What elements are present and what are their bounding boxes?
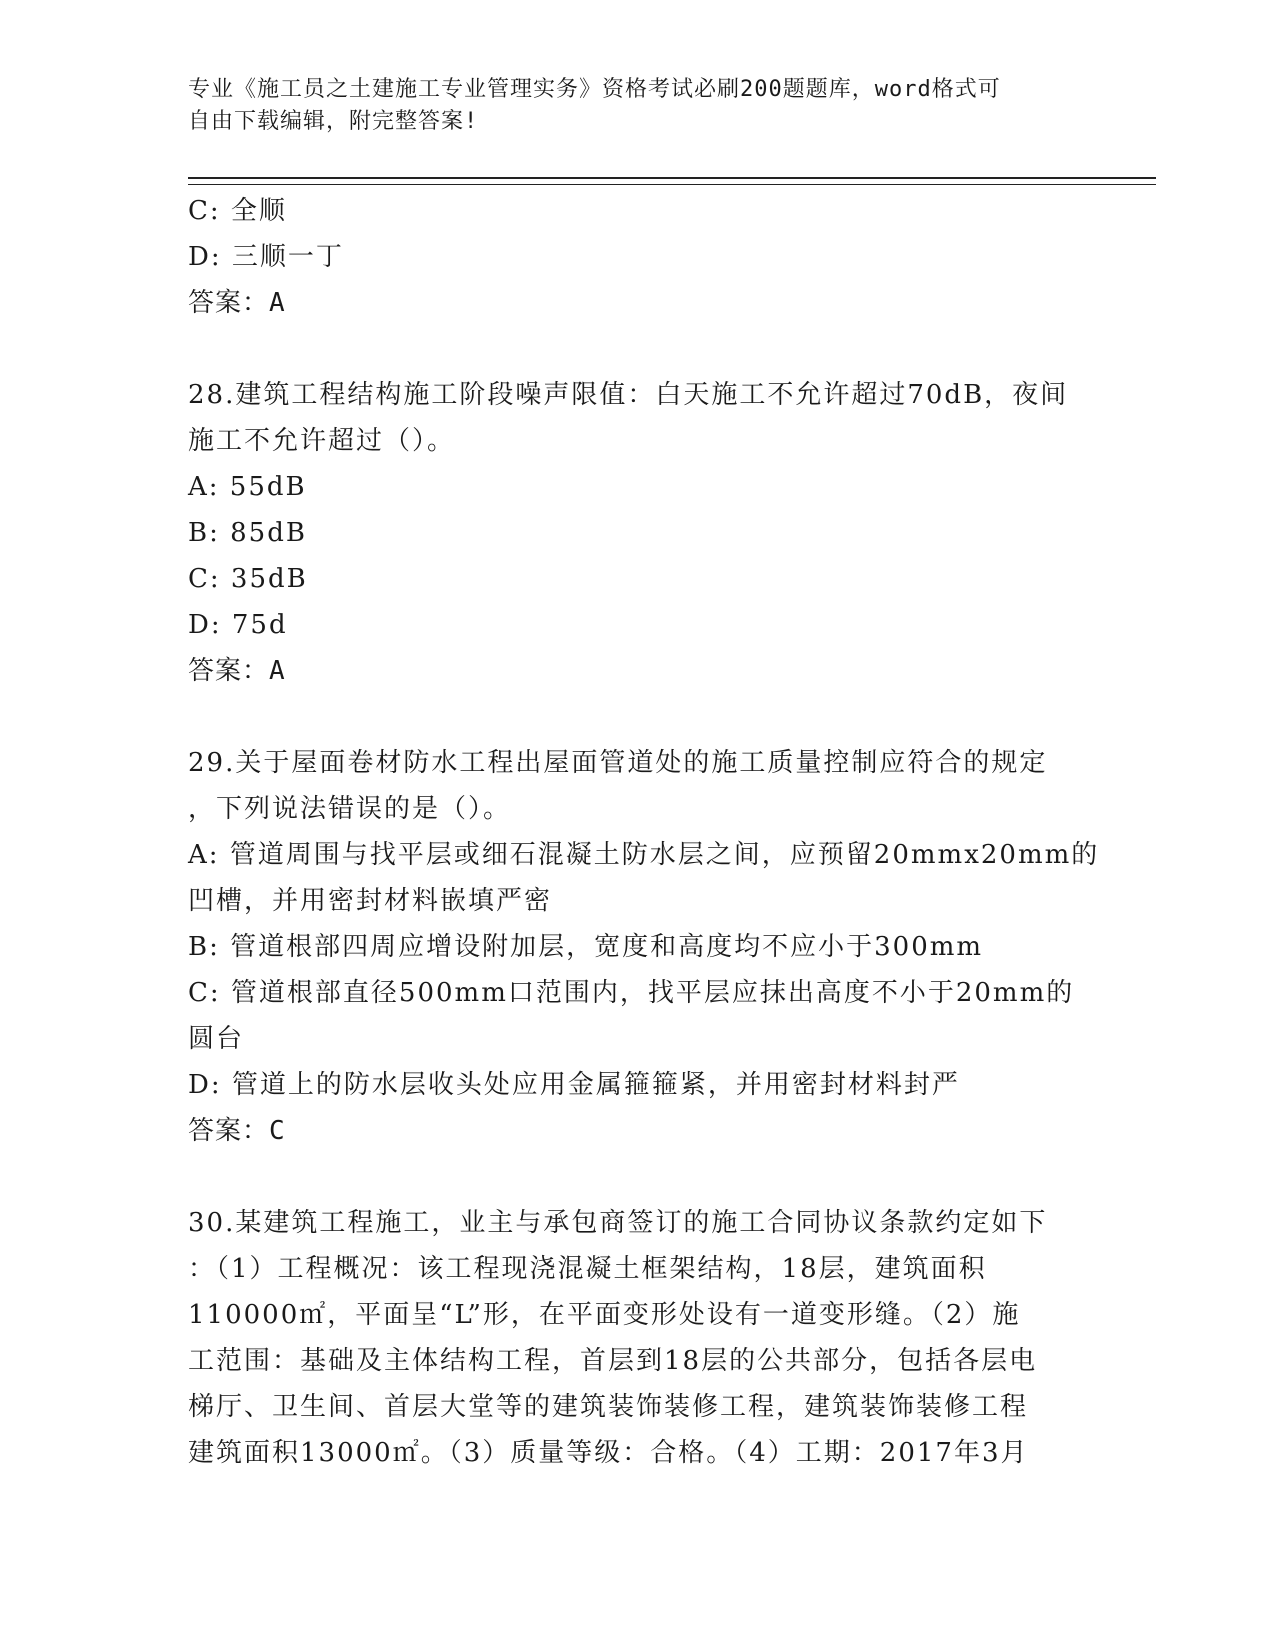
- spacer: [188, 694, 1088, 740]
- answer-label: 答案：: [188, 288, 270, 318]
- question-text-line: ：（1）工程概况：该工程现浇混凝土框架结构，18层，建筑面积: [188, 1254, 987, 1284]
- spacer: [188, 1154, 1088, 1200]
- answer-label: 答案：: [188, 656, 270, 686]
- option-a: A: 55dB: [188, 472, 307, 502]
- answer-value: C: [269, 1116, 286, 1146]
- question-text-line: 建筑面积13000㎡。（3）质量等级：合格。（4）工期：2017年3月: [188, 1438, 1029, 1468]
- option-b: B: 85dB: [188, 518, 307, 548]
- option-c-continued: 圆台: [188, 1024, 245, 1054]
- answer-value: A: [269, 656, 286, 686]
- question-27-tail: [188, 188, 1088, 326]
- answer-line: [188, 280, 1088, 326]
- question-text-line: 29.关于屋面卷材防水工程出屋面管道处的施工质量控制应符合的规定: [188, 748, 1048, 778]
- option-c: C: 35dB: [188, 564, 308, 594]
- option-a: A: 管道周围与找平层或细石混凝土防水层之间，应预留20mmx20mm的: [188, 840, 1100, 870]
- question-text-line: 施工不允许超过（）。: [188, 426, 456, 456]
- question-text-line: 梯厅、卫生间、首层大堂等的建筑装饰装修工程，建筑装饰装修工程: [188, 1392, 1029, 1422]
- question-28: [188, 372, 1088, 694]
- document-body: [188, 188, 1100, 1476]
- answer-line: [188, 648, 1088, 694]
- option-c: C: 全顺: [188, 196, 287, 226]
- question-text-line: 28.建筑工程结构施工阶段噪声限值：白天施工不允许超过70dB，夜间: [188, 380, 1069, 410]
- header-line-1: 专业《施工员之土建施工专业管理实务》资格考试必刷200题题库，word格式可: [188, 77, 1001, 102]
- header-divider: [188, 177, 1156, 185]
- option-c: C: 管道根部直径500mm口范围内，找平层应抹出高度不小于20mm的: [188, 978, 1075, 1008]
- question-text-line: 30.某建筑工程施工，业主与承包商签订的施工合同协议条款约定如下: [188, 1208, 1048, 1238]
- question-text-line: ，下列说法错误的是（）。: [188, 794, 512, 824]
- option-a-continued: 凹槽，并用密封材料嵌填严密: [188, 886, 553, 916]
- option-d: D: 75d: [188, 610, 288, 640]
- question-text-line: 工范围：基础及主体结构工程，首层到18层的公共部分，包括各层电: [188, 1346, 1038, 1376]
- answer-label: 答案：: [188, 1116, 270, 1146]
- question-29: [188, 740, 1100, 1154]
- question-text-line: 110000㎡，平面呈“L”形，在平面变形处设有一道变形缝。（2）施: [188, 1300, 1021, 1330]
- question-30: [188, 1200, 1088, 1476]
- option-d: D: 三顺一丁: [188, 242, 344, 272]
- answer-line: [188, 1108, 1088, 1154]
- option-d: D: 管道上的防水层收头处应用金属箍箍紧，并用密封材料封严: [188, 1070, 960, 1100]
- header-line-2: 自由下载编辑，附完整答案!: [188, 109, 479, 134]
- document-header: [188, 74, 1068, 138]
- spacer: [188, 326, 1088, 372]
- option-b: B: 管道根部四周应增设附加层，宽度和高度均不应小于300mm: [188, 932, 984, 962]
- answer-value: A: [269, 288, 286, 318]
